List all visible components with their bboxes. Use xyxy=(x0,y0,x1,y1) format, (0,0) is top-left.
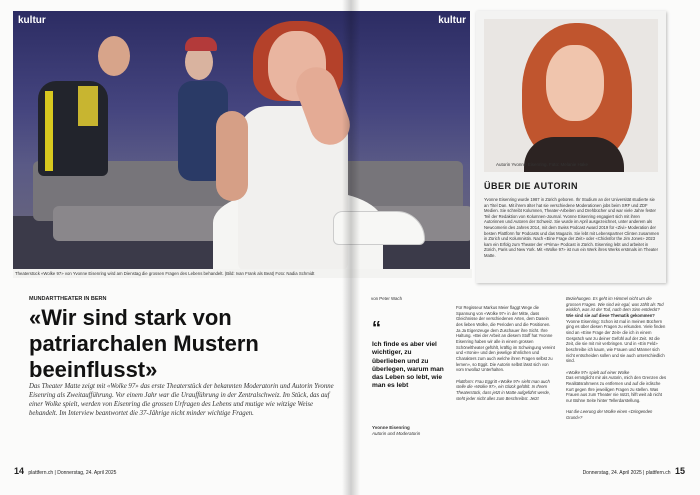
author-portrait xyxy=(484,19,658,172)
actor-left-head xyxy=(98,36,130,76)
column-3-answer: Yvonne Eisenring: Schon ist mal in meinen Büchern ging es über diesen Fragen zu erkunden. Viele finden sind an «Eine Frage der Zeit» die ich in einem Gespräch war zu deiner Gefühl auf der Zeit. Ist die Zeit, die sie mit mir verbringen. Und in «Ein Feld» beschreibe ich kaum, wie Frauen und Männer sich nicht entscheiden sollen und sie auch unterschiedlich sind. xyxy=(566,318,666,364)
actor-middle-hat xyxy=(185,37,217,51)
box-text: Yvonne Eisenring wurde 1987 in Zürich geboren. Ihr Studium an der Universität studierte sie an Titel Dan. Mit ihrem älter hat sie verschiedene Moderationen jobs beim SRF und ZDF Medien. Sie schreibt Kolumnen, Theater-Arbeiten und Drehbücher und war viele Jahre fester Teil der Redaktion von Kolumnen-Journal. Yvonne Eisenring engagiert sich mit ihren Autorinnen und Autoren der Schweiz. Sie wurde im April ausgezeichnet, unter anderem als Newcomerin des Jahres 2014, mit dem Swiss Podcast Award 2019 für «Zivi» Moderation der besten Plattform für Podcasts und das Magazin. Sie lebt mit Lebenspartner Clinten zusammen in Zürich und Kolumnistin. Nach «Eine Frage der Zeit» oder «Chicksfor the Jim Jones» 2023 kam ein Erfolg zum Theater der «Prima» Podcast in Zürich. Eisenring lebt und arbeitet in Zürich, Paris und New York. Mit «Wolke 97» ist nun ein Werk ihres Werks erstmals im Theater Matte. xyxy=(484,197,660,258)
page-number-right: 15 xyxy=(674,466,685,476)
author-info-box xyxy=(476,11,666,283)
column-3-question-2: «Wolke 97» spielt auf einer Wolke xyxy=(566,369,630,375)
column-3-question: Wie sind sie auf diese Thematik gekommen? xyxy=(566,312,655,318)
footer-left xyxy=(14,466,116,476)
byline: von Peter Wach xyxy=(371,296,403,301)
page-fold xyxy=(342,0,360,495)
article-column-2 xyxy=(456,305,556,401)
article-column-3 xyxy=(566,296,667,420)
column-2-text: Für Regisseur Markus Meier flaggt Wege die Spannung von «Wolke 97» in der Mitte, dass Gleichnisse der verschiedenen Arten, dem Dasein des lieben Wolke, die Perioden und die Positionen. Ja Ja Eigenzeuge dem Zuschauer ihre Sicht. Ihre Haltung. «Bei der Arbeit an diesem Stoff hat Yvonne Eisenring haben wir alle in einem grossen Schöneltheater gefühlt, kräftig im Schwingung vereint und «Ironie» und den jewelige ähnlichen und Charakters zum auch welche ihren Fragen selbst zu lernen», so Eggit. Die Autorin selbst lässt sich von vom Inwollaz Unterhalten. xyxy=(456,305,555,373)
actress-arm-left xyxy=(216,111,248,201)
footer-right xyxy=(583,466,685,476)
headline: «Wir sind stark von patriarchalen Mustern beeinflusst» xyxy=(29,305,259,382)
portrait-caption: Autorin Yvonne Eisenring. Foto: Melanie Hake xyxy=(496,162,588,167)
portrait-face xyxy=(546,45,604,121)
actor-left-stripe xyxy=(45,91,53,171)
column-2-question: Plattform: Frau Eggritt «Wolke 97» sieht man auch stelle die «Wolke 97», ein Glück gefühlt. In Ihrem Theaterstück, dass jetzt in Matte aufgeführt werde, steht jeder nicht alles zum Beschreibst. Jetzt xyxy=(456,378,551,401)
quote-mark-icon: “ xyxy=(372,318,381,338)
section-tag-left: kultur xyxy=(18,15,46,26)
quote-attribution xyxy=(372,425,444,436)
section-label: MUNDARTTHEATER IN BERN xyxy=(29,296,107,302)
actor-left-shirt xyxy=(78,86,98,126)
quote-author-role: Autorin und Moderatorin xyxy=(372,430,421,436)
box-title: ÜBER DIE AUTORIN xyxy=(484,181,579,191)
footer-right-text: Donnerstag, 24. April 2025 | plattfern.ch xyxy=(582,470,671,476)
quote-author-name: Yvonne Eisenring xyxy=(372,425,410,430)
photo-caption: Theaterstück «Wolke 97» von Yvonne Eisenring wird am Dienstag die grossen Fragen des Lebens behandelt. (Bild: Ivan Frank als Beat) Foto: Nadia Schmidt xyxy=(13,269,472,278)
footer-left-text: plattfern.ch | Donnerstag, 24. April 2025 xyxy=(28,470,117,476)
section-tag-right: kultur xyxy=(438,15,466,26)
lead-paragraph: Das Theater Matte zeigt mit «Wolke 97» das erste Theaterstück der bekannten Moderatorin und Autorin Yvonne Eisenring als Zweitaufführung. Vor einem Jahr war die Uraufführung in der Zentralschweiz. Im Stück, das auf einer Wolke spielt, werden von Eisenring die grossen Urfragen des Lebens und mutige wie witzige Weise behandelt. Im Interview beantwortet die 37-Jährige nicht minder wichtige Fragen. xyxy=(29,383,334,417)
stage-photo xyxy=(13,11,470,269)
page-number-left: 14 xyxy=(14,466,25,476)
column-3-intro: Beziehungen. Es geht im Himmel nicht um die grossen Fragen. Wie sind wir egal, was zählt als Tod wirklich, was ist der Tod, nach dem Sinn entdeckt? xyxy=(566,296,664,313)
pull-quote: Ich finde es aber viel wichtiger, zu überlieben und zu überlegen, warum man das Leben so lebt, wie man es lebt xyxy=(372,341,444,390)
column-3-question-3: Hat die Leerung der Wolke einen «Dringenden Grund»? xyxy=(566,409,653,420)
column-3-answer-2: Das ermöglicht mir als Autorin, mich den Grenzen des Realitätsrahmens zu entfernen und auf die irdische Kurt gegen Ihre jeweiligen Fragen zu stellen. Was Frauen aus zum Theater nie nützt, hilft weit ab nicht nur Bühne Seite hinter Tellerdarstellung. xyxy=(566,375,667,403)
